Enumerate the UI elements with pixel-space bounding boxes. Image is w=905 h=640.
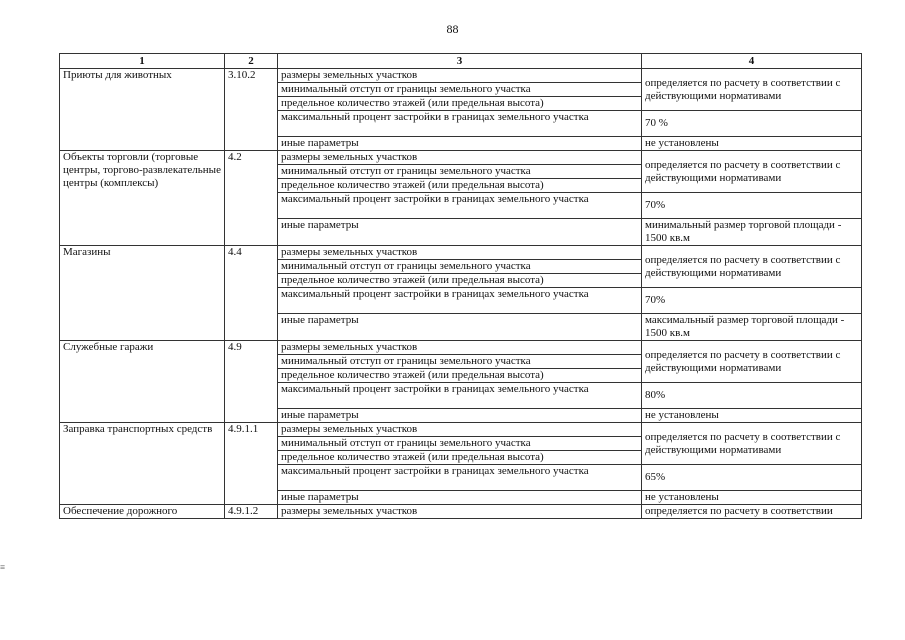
object-name: Обеспечение дорожного — [60, 505, 225, 519]
object-code: 4.9 — [225, 341, 278, 423]
other-value: не установлены — [642, 409, 862, 423]
page-number: 88 — [446, 22, 459, 36]
param-label: минимальный отступ от границы земельного участка — [278, 355, 642, 369]
table-row — [60, 69, 862, 83]
param-label: максимальный процент застройки в границах земельного участка — [278, 111, 642, 137]
edge-mark: ≡ — [0, 562, 6, 572]
table-row — [60, 423, 862, 437]
param-label: максимальный процент застройки в границах земельного участка — [278, 383, 642, 409]
column-header: 2 — [225, 54, 278, 69]
table-row — [60, 151, 862, 165]
param-label: размеры земельных участков — [278, 505, 642, 519]
coverage-value: 70% — [642, 193, 862, 219]
param-value: определяется по расчету в соответствии с действующими нормативами — [642, 341, 862, 383]
param-value: определяется по расчету в соответствии с действующими нормативами — [642, 151, 862, 193]
table-row — [60, 246, 862, 260]
param-label: минимальный отступ от границы земельного участка — [278, 437, 642, 451]
table-row — [60, 505, 862, 519]
param-value: определяется по расчету в соответствии — [642, 505, 862, 519]
param-label: иные параметры — [278, 137, 642, 151]
column-header: 4 — [642, 54, 862, 69]
column-header: 3 — [278, 54, 642, 69]
param-label: предельное количество этажей (или предельная высота) — [278, 97, 642, 111]
param-label: размеры земельных участков — [278, 341, 642, 355]
object-code: 4.9.1.2 — [225, 505, 278, 519]
param-label: предельное количество этажей (или предельная высота) — [278, 179, 642, 193]
other-value: не установлены — [642, 137, 862, 151]
coverage-value: 70 % — [642, 111, 862, 137]
param-label: максимальный процент застройки в границах земельного участка — [278, 288, 642, 314]
param-label: предельное количество этажей (или предельная высота) — [278, 369, 642, 383]
column-header: 1 — [60, 54, 225, 69]
table-body — [60, 69, 862, 519]
param-label: размеры земельных участков — [278, 151, 642, 165]
param-label: минимальный отступ от границы земельного участка — [278, 165, 642, 179]
object-name: Магазины — [60, 246, 225, 341]
object-name: Объекты торговли (торговые центры, торгово-развлекательные центры (комплексы) — [60, 151, 225, 246]
object-code: 3.10.2 — [225, 69, 278, 151]
param-label: максимальный процент застройки в границах земельного участка — [278, 465, 642, 491]
object-name: Служебные гаражи — [60, 341, 225, 423]
other-value: максимальный размер торговой площади - 1500 кв.м — [642, 314, 862, 341]
object-code: 4.4 — [225, 246, 278, 341]
coverage-value: 70% — [642, 288, 862, 314]
param-value: определяется по расчету в соответствии с действующими нормативами — [642, 69, 862, 111]
param-label: иные параметры — [278, 219, 642, 246]
coverage-value: 65% — [642, 465, 862, 491]
param-label: размеры земельных участков — [278, 69, 642, 83]
other-value: минимальный размер торговой площади - 1500 кв.м — [642, 219, 862, 246]
table-row — [60, 341, 862, 355]
param-label: размеры земельных участков — [278, 246, 642, 260]
param-label: иные параметры — [278, 314, 642, 341]
param-label: минимальный отступ от границы земельного участка — [278, 260, 642, 274]
object-name: Приюты для животных — [60, 69, 225, 151]
object-code: 4.9.1.1 — [225, 423, 278, 505]
object-name: Заправка транспортных средств — [60, 423, 225, 505]
param-value: определяется по расчету в соответствии с действующими нормативами — [642, 246, 862, 288]
param-label: максимальный процент застройки в границах земельного участка — [278, 193, 642, 219]
object-code: 4.2 — [225, 151, 278, 246]
param-label: иные параметры — [278, 409, 642, 423]
param-value: определяется по расчету в соответствии с действующими нормативами — [642, 423, 862, 465]
param-label: предельное количество этажей (или предельная высота) — [278, 451, 642, 465]
regulations-table — [59, 53, 862, 519]
param-label: иные параметры — [278, 491, 642, 505]
param-label: размеры земельных участков — [278, 423, 642, 437]
other-value: не установлены — [642, 491, 862, 505]
header-row — [60, 54, 862, 69]
param-label: минимальный отступ от границы земельного участка — [278, 83, 642, 97]
coverage-value: 80% — [642, 383, 862, 409]
param-label: предельное количество этажей (или предельная высота) — [278, 274, 642, 288]
